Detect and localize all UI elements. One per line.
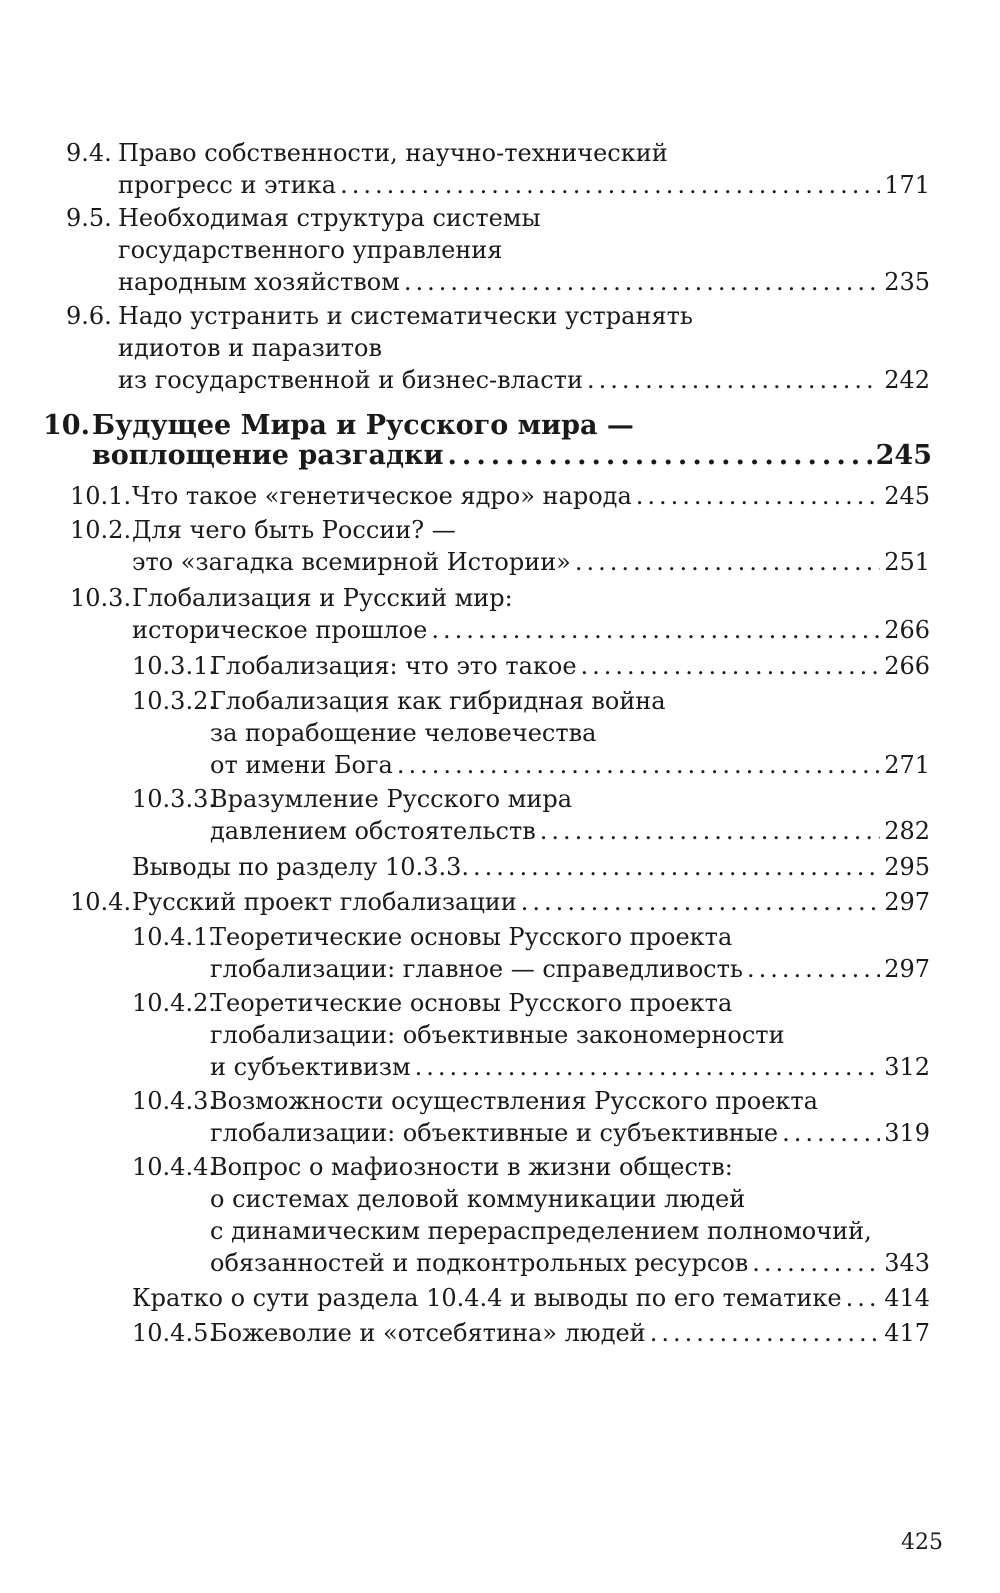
toc-entry-title-line: Выводы по разделу 10.3.3. bbox=[132, 853, 469, 881]
toc-entry-title-line: глобализации: объективные закономерности bbox=[210, 1021, 785, 1049]
toc-entry-number: 10.3.3. bbox=[132, 785, 216, 813]
toc-entry-title-line: Право собственности, научно-технический bbox=[118, 139, 668, 167]
toc-entry-number: 10.4.5. bbox=[132, 1319, 216, 1347]
dot-leader bbox=[747, 953, 880, 985]
toc-entry-last-line bbox=[210, 1051, 930, 1083]
toc-entry-last-line bbox=[132, 614, 930, 646]
toc-entry-title-line: Божеволие и «отсебятина» людей bbox=[210, 1319, 646, 1347]
toc-entry-title-line: прогресс и этика bbox=[118, 171, 337, 199]
toc-entry-title-line: Глобализация как гибридная война bbox=[210, 687, 666, 715]
toc-entry-title-line: с динамическим перераспределением полномочий, bbox=[210, 1217, 872, 1245]
toc-entry-page: 271 bbox=[884, 751, 930, 779]
dot-leader bbox=[752, 1247, 880, 1279]
toc-entry-page: 295 bbox=[884, 853, 930, 881]
toc-entry-title-line: Надо устранить и систематически устранять bbox=[118, 302, 693, 330]
toc-entry-number: 10.4.1. bbox=[132, 923, 216, 951]
toc-entry-last-line bbox=[210, 1317, 930, 1349]
dot-leader bbox=[636, 480, 880, 512]
toc-entry-number: 9.6. bbox=[66, 302, 112, 330]
toc-entry-page: 282 bbox=[884, 817, 930, 845]
toc-entry-title-line: давлением обстоятельств bbox=[210, 817, 536, 845]
toc-entry-number: 10. bbox=[43, 410, 90, 441]
toc-entry-title-line: Теоретические основы Русского проекта bbox=[210, 923, 733, 951]
toc-entry-title-line: Будущее Мира и Русского мира — bbox=[92, 410, 634, 441]
toc-entry-last-line bbox=[92, 440, 932, 472]
toc-entry-last-line bbox=[132, 886, 930, 918]
toc-entry-last-line bbox=[210, 953, 930, 985]
toc-entry-last-line bbox=[132, 546, 930, 578]
toc-entry-number: 10.3.1. bbox=[132, 652, 216, 680]
toc-entry-title-line: Глобализация и Русский мир: bbox=[132, 584, 513, 612]
toc-entry-title-line: глобализации: объективные и субъективные bbox=[210, 1119, 779, 1147]
toc-entry-title-line: идиотов и паразитов bbox=[118, 334, 383, 362]
toc-entry-page: 417 bbox=[884, 1319, 930, 1347]
dot-leader bbox=[448, 440, 872, 472]
toc-entry-title-line: Возможности осуществления Русского проекта bbox=[210, 1087, 818, 1115]
dot-leader bbox=[587, 364, 880, 396]
toc-entry-number: 10.4. bbox=[70, 888, 132, 916]
toc-entry-title-line: народным хозяйством bbox=[118, 268, 400, 296]
toc-entry-title-line: историческое прошлое bbox=[132, 616, 428, 644]
dot-leader bbox=[340, 169, 880, 201]
dot-leader bbox=[846, 1282, 881, 1314]
toc-entry-last-line bbox=[210, 749, 930, 781]
toc-entry-last-line bbox=[118, 169, 930, 201]
dot-leader bbox=[397, 749, 880, 781]
dot-leader bbox=[540, 815, 880, 847]
toc-entry-title-line: воплощение разгадки bbox=[92, 440, 444, 471]
toc-entry-title-line: и субъективизм bbox=[210, 1053, 411, 1081]
toc-entry-title-line: за порабощение человечества bbox=[210, 719, 597, 747]
toc-entry-title-line: из государственной и бизнес-власти bbox=[118, 366, 583, 394]
toc-entry-page: 297 bbox=[884, 888, 930, 916]
toc-entry-number: 10.1. bbox=[70, 482, 132, 510]
toc-entry-title-line: Русский проект глобализации bbox=[132, 888, 517, 916]
toc-entry-last-line bbox=[132, 851, 930, 883]
toc-entry-title-line: от имени Бога bbox=[210, 751, 393, 779]
toc-entry-title-line: Кратко о сути раздела 10.4.4 и выводы по его тематике bbox=[132, 1284, 842, 1312]
toc-entry-title-line: Что такое «генетическое ядро» народа bbox=[132, 482, 632, 510]
toc-entry-number: 10.4.3. bbox=[132, 1087, 216, 1115]
toc-entry-page: 319 bbox=[884, 1119, 930, 1147]
toc-entry-page: 245 bbox=[884, 482, 930, 510]
dot-leader bbox=[581, 650, 881, 682]
toc-entry-number: 10.2. bbox=[70, 516, 132, 544]
toc-entry-page: 242 bbox=[884, 366, 930, 394]
toc-entry-page: 245 bbox=[875, 440, 932, 471]
toc-entry-title-line: Вопрос о мафиозности в жизни обществ: bbox=[210, 1153, 733, 1181]
toc-entry-last-line bbox=[210, 1117, 930, 1149]
toc-entry-page: 414 bbox=[884, 1284, 930, 1312]
dot-leader bbox=[404, 266, 880, 298]
toc-entry-page: 251 bbox=[884, 548, 930, 576]
toc-entry-page: 171 bbox=[884, 171, 930, 199]
toc-entry-title-line: глобализации: главное — справедливость bbox=[210, 955, 743, 983]
toc-entry-last-line bbox=[210, 815, 930, 847]
toc-entry-last-line bbox=[132, 1282, 930, 1314]
toc-entry-title-line: это «загадка всемирной Истории» bbox=[132, 548, 571, 576]
toc-entry-number: 9.4. bbox=[66, 139, 112, 167]
dot-leader bbox=[473, 851, 880, 883]
dot-leader bbox=[575, 546, 880, 578]
toc-entry-title-line: государственного управления bbox=[118, 236, 503, 264]
toc-entry-title-line: Глобализация: что это такое bbox=[210, 652, 577, 680]
toc-entry-title-line: о системах деловой коммуникации людей bbox=[210, 1185, 746, 1213]
toc-entry-number: 9.5. bbox=[66, 204, 112, 232]
toc-entry-page: 266 bbox=[884, 616, 930, 644]
toc-entry-number: 10.3. bbox=[70, 584, 132, 612]
toc-entry-last-line bbox=[132, 480, 930, 512]
toc-entry-page: 266 bbox=[884, 652, 930, 680]
dot-leader bbox=[521, 886, 880, 918]
page-number: 425 bbox=[901, 1530, 943, 1555]
toc-entry-last-line bbox=[210, 650, 930, 682]
dot-leader bbox=[650, 1317, 881, 1349]
toc-entry-title-line: Теоретические основы Русского проекта bbox=[210, 989, 733, 1017]
toc-entry-page: 312 bbox=[884, 1053, 930, 1081]
toc-entry-page: 297 bbox=[884, 955, 930, 983]
toc-entry-page: 343 bbox=[884, 1249, 930, 1277]
toc-entry-last-line bbox=[210, 1247, 930, 1279]
toc-entry-number: 10.4.2. bbox=[132, 989, 216, 1017]
toc-entry-number: 10.4.4. bbox=[132, 1153, 216, 1181]
dot-leader bbox=[431, 614, 880, 646]
toc-entry-title-line: обязанностей и подконтрольных ресурсов bbox=[210, 1249, 749, 1277]
toc-entry-title-line: Необходимая структура системы bbox=[118, 204, 541, 232]
toc-entry-last-line bbox=[118, 364, 930, 396]
dot-leader bbox=[415, 1051, 881, 1083]
toc-entry-title-line: Вразумление Русского мира bbox=[210, 785, 573, 813]
toc-entry-last-line bbox=[118, 266, 930, 298]
toc-entry-number: 10.3.2. bbox=[132, 687, 216, 715]
toc-entry-page: 235 bbox=[884, 268, 930, 296]
dot-leader bbox=[782, 1117, 880, 1149]
toc-entry-title-line: Для чего быть России? — bbox=[132, 516, 456, 544]
